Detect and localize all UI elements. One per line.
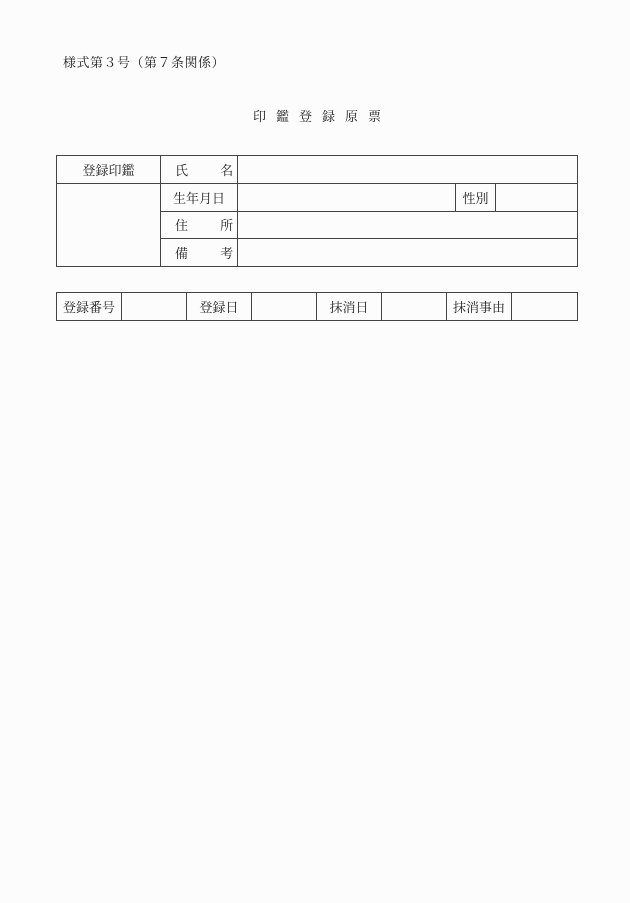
gender-label: 性別 <box>456 184 496 212</box>
reg-number-field[interactable] <box>122 293 187 321</box>
address-label: 住 所 <box>161 211 238 239</box>
birthdate-field[interactable] <box>238 184 456 212</box>
name-field[interactable] <box>238 156 578 184</box>
registration-record-table <box>56 292 578 321</box>
reg-date-label: 登録日 <box>187 293 252 321</box>
table-row <box>57 184 578 212</box>
address-field[interactable] <box>238 211 578 239</box>
document-title: 印鑑登録原票 <box>252 110 391 125</box>
birthdate-label: 生年月日 <box>161 184 238 212</box>
reg-date-field[interactable] <box>252 293 317 321</box>
cancel-date-label: 抹消日 <box>317 293 382 321</box>
remarks-label: 備 考 <box>161 239 238 267</box>
gender-field[interactable] <box>496 184 578 212</box>
form-number: 様式第３号（第７条関係） <box>63 56 226 71</box>
cancel-date-field[interactable] <box>382 293 447 321</box>
table-row <box>57 293 578 321</box>
table-row <box>57 156 578 184</box>
reg-number-label: 登録番号 <box>57 293 122 321</box>
seal-registration-table <box>56 155 578 267</box>
cancel-reason-field[interactable] <box>512 293 578 321</box>
seal-label: 登録印鑑 <box>57 156 161 184</box>
cancel-reason-label: 抹消事由 <box>447 293 512 321</box>
remarks-field[interactable] <box>238 239 578 267</box>
name-label: 氏 名 <box>161 156 238 184</box>
seal-impression-area[interactable] <box>57 184 161 267</box>
